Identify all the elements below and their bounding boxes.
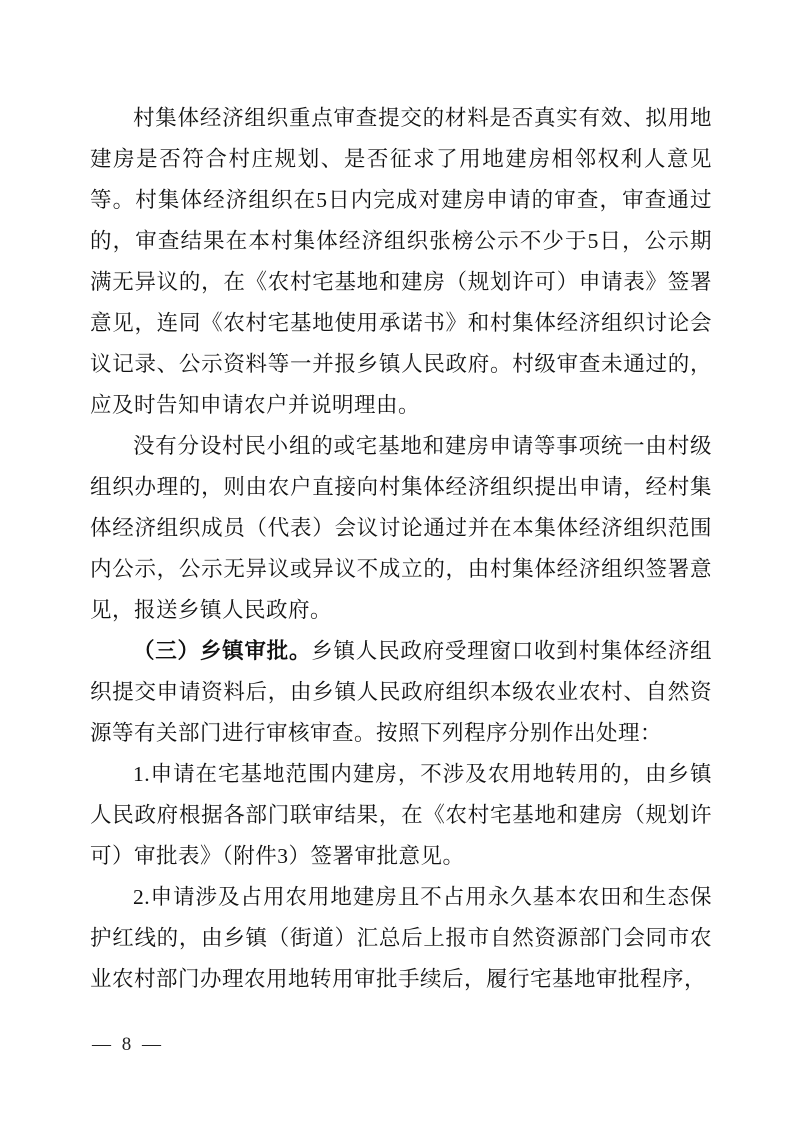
paragraph-text-segment: 没有分设村民小组的或宅基地和建房申请等事项统一由村级组织办理的，则由农户直接向村集体经济组织提出申请，经村集体经济组织成员（代表）会议讨论通过并在本集体经济组织范围内公示，公示无异议或异议不成立的，由村集体经济组织签署意见，报送乡镇人民政府。: [90, 434, 712, 622]
paragraph-text-segment: 乡镇人民政府受理窗口收到村集体经济组织提交申请资料后，由乡镇人民政府组织本级农业农村、自然资源等有关部门进行审核审查。按照下列程序分别作出处理：: [90, 639, 712, 745]
paragraph-item-2: [90, 877, 712, 1000]
page-number: — 8 —: [92, 1034, 164, 1055]
paragraph-text-segment: 村集体经济组织重点审查提交的材料是否真实有效、拟用地建房是否符合村庄规划、是否征求了用地建房相邻权利人意见等。村集体经济组织在5日内完成对建房申请的审查，审查通过的，审查结果在本村集体经济组织张榜公示不少于5日，公示期满无异议的，在《农村宅基地和建房（规划许可）申请表》签署意见，连同《农村宅基地使用承诺书》和村集体经济组织讨论会议记录、公示资料等一并报乡镇人民政府。村级审查未通过的，应及时告知申请农户并说明理由。: [90, 106, 712, 417]
paragraph-village-review: [90, 98, 712, 426]
paragraph-township-approval: [90, 631, 712, 754]
paragraph-text-segment: 1.申请在宅基地范围内建房，不涉及农用地转用的，由乡镇人民政府根据各部门联审结果，在《农村宅基地和建房（规划许可）审批表》（附件3）签署审批意见。: [90, 762, 712, 868]
paragraph-item-1: [90, 754, 712, 877]
document-body: [90, 98, 712, 1000]
paragraph-text-segment: 2.申请涉及占用农用地建房且不占用永久基本农田和生态保护红线的，由乡镇（街道）汇总后上报市自然资源部门会同市农业农村部门办理农用地转用审批手续后，履行宅基地审批程序，: [90, 885, 712, 991]
paragraph-heading-segment: （三）乡镇审批。: [133, 639, 312, 663]
paragraph-no-villager-group: [90, 426, 712, 631]
